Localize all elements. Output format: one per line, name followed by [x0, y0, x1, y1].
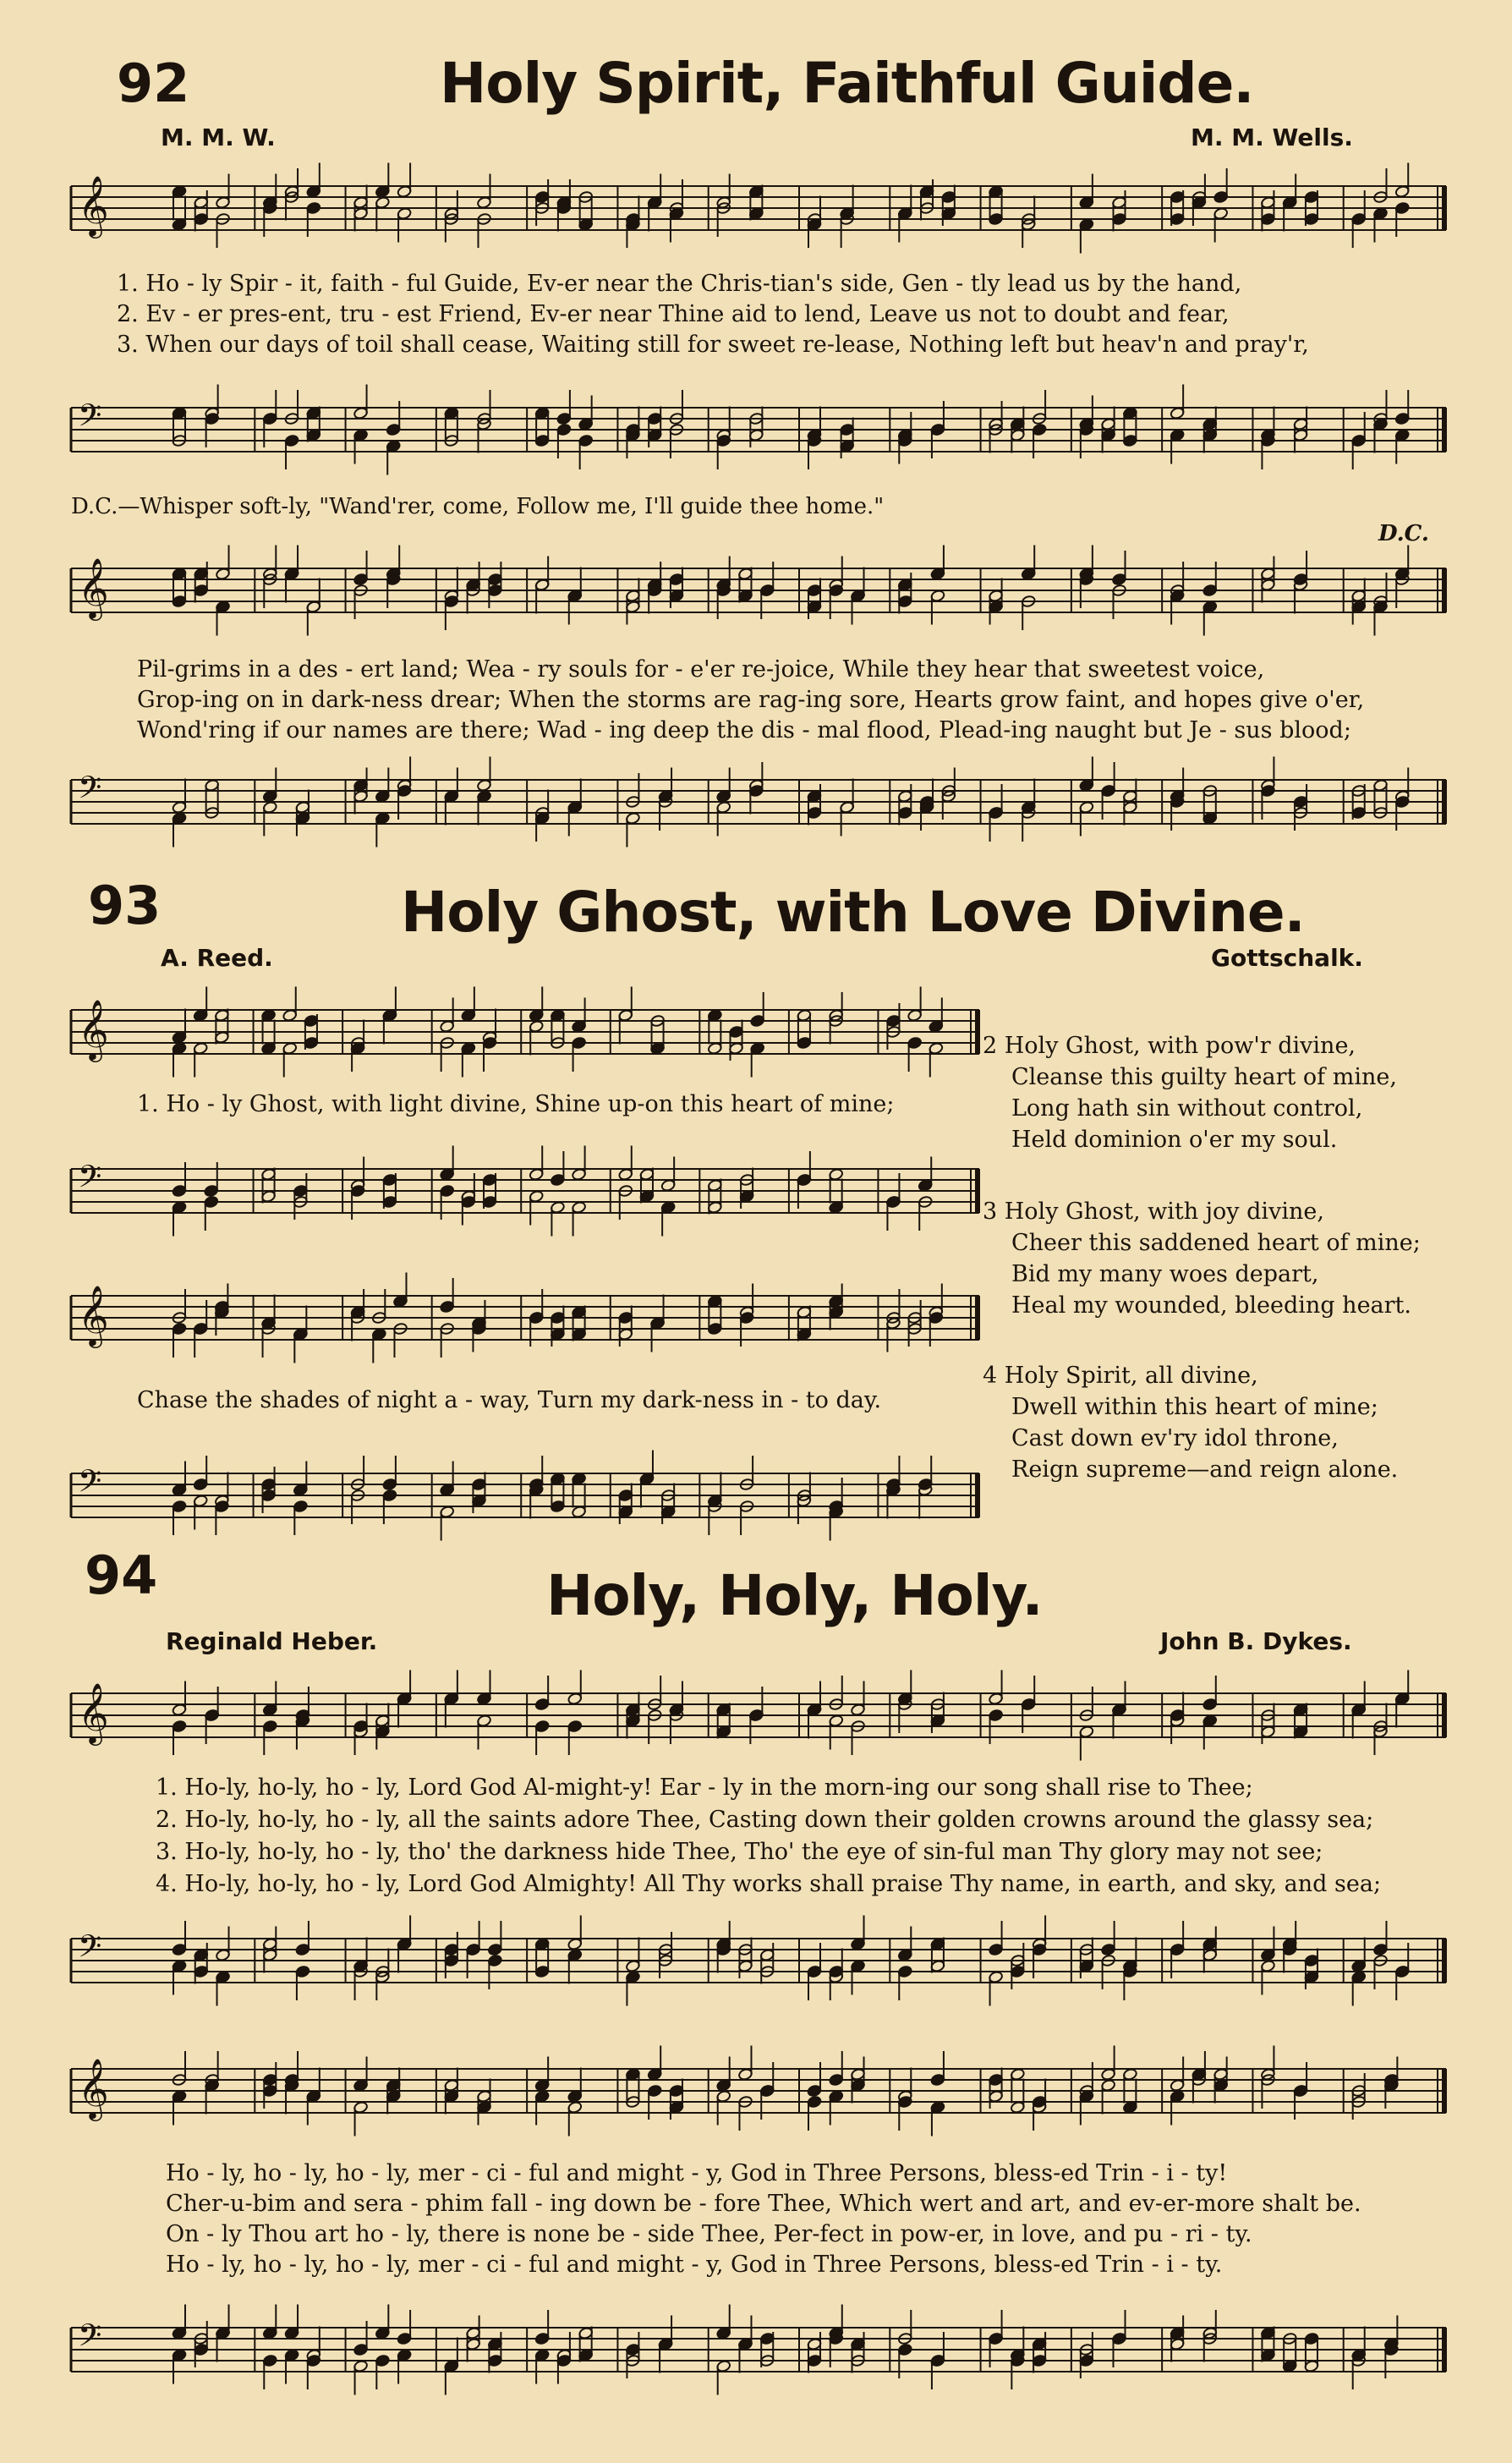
staff-treble — [71, 2050, 1446, 2135]
stanza — [983, 1196, 1421, 1321]
words-credit: A. Reed. — [161, 944, 273, 972]
stanza-line: Long hath sin without control, — [1011, 1095, 1363, 1122]
staff-treble — [71, 991, 979, 1076]
verse-line: Cher-u-bim and sera - phim fall - ing down be - fore Thee, Which wert and art, and ev-er-more shalt be. — [166, 2191, 1361, 2217]
stanza-line: Bid my many woes depart, — [1011, 1261, 1319, 1287]
stanza-line: Cleanse this guilty heart of mine, — [1011, 1064, 1397, 1090]
staff-bass — [71, 1455, 979, 1539]
verse-line: Wond'ring if our names are there; Wad - ing deep the dis - mal flood, Plead-ing naught but Je - sus blood; — [137, 717, 1351, 743]
treble-clef: 𝄞 — [78, 1284, 109, 1347]
staff-bass — [71, 1150, 979, 1235]
verse-line: 2. Ho-ly, ho-ly, ho - ly, all the saints adore Thee, Casting down their golden crowns around the glassy sea; — [156, 1807, 1374, 1833]
stanza-line: 4 Holy Spirit, all divine, — [983, 1363, 1258, 1389]
stanza-line: Heal my wounded, bleeding heart. — [1011, 1292, 1411, 1319]
verse-line: 2. Ev - er pres-ent, tru - est Friend, Ev-er near Thine aid to lend, Leave us not to doubt and fear, — [117, 301, 1230, 327]
hymn-number: 94 — [85, 1544, 158, 1606]
verse-line: Chase the shades of night a - way, Turn my dark-ness in - to day. — [137, 1387, 882, 1413]
words-credit: Reginald Heber. — [166, 1627, 378, 1655]
hymn-title: Holy Spirit, Faithful Guide. — [440, 51, 1254, 116]
dc-line: D.C.—Whisper soft-ly, "Wand'rer, come, Follow me, I'll guide thee home." — [71, 494, 885, 519]
verse-line: 3. Ho-ly, ho-ly, ho - ly, tho' the darkness hide Thee, Tho' the eye of sin-ful man Thy glory may not see; — [156, 1839, 1323, 1865]
stanza-line: Held dominion o'er my soul. — [1011, 1127, 1338, 1153]
music-credit: M. M. Wells. — [1191, 123, 1353, 151]
staff-treble — [71, 1277, 979, 1362]
verse-line: Pil-grims in a des - ert land; Wea - ry souls for - e'er re-joice, While they hear that sweetest voice, — [137, 656, 1265, 683]
stanza-line: Dwell within this heart of mine; — [1011, 1394, 1378, 1420]
treble-clef: 𝄞 — [78, 2057, 109, 2120]
verse-line: 4. Ho-ly, ho-ly, ho - ly, Lord God Almighty! All Thy works shall praise Thy name, in earth, and sky, and sea; — [156, 1871, 1382, 1897]
bass-clef: 𝄢 — [78, 1928, 102, 1972]
hymn-number: 93 — [88, 875, 162, 936]
hymn-number: 92 — [117, 52, 190, 114]
staff-treble — [71, 550, 1446, 634]
staff-bass — [71, 2309, 1446, 2394]
verse-line: 3. When our days of toil shall cease, Waiting still for sweet re-lease, Nothing left but heav'n and pray'r, — [117, 332, 1309, 358]
stanza-line: Reign supreme—and reign alone. — [1011, 1456, 1399, 1483]
stanza-line: 2 Holy Ghost, with pow'r divine, — [983, 1033, 1356, 1059]
verse-line: Grop-ing on in dark-ness drear; When the storms are rag-ing sore, Hearts grow faint, and hopes give o'er, — [137, 687, 1365, 713]
words-credit: M. M. W. — [161, 123, 276, 151]
bass-clef: 𝄢 — [78, 1463, 102, 1507]
staff-bass — [71, 1920, 1446, 2005]
verse-line: Ho - ly, ho - ly, ho - ly, mer - ci - ful and might - y, God in Three Persons, bless-ed Trin - i - ty! — [166, 2160, 1228, 2186]
verse-line: 1. Ho-ly, ho-ly, ho - ly, Lord God Al-might-y! Ear - ly in the morn-ing our song shall rise to Thee; — [156, 1775, 1253, 1801]
verse-line: 1. Ho - ly Spir - it, faith - ful Guide, Ev-er near the Chris-tian's side, Gen - tly lead us by the hand, — [117, 271, 1242, 297]
stanza-line: Cheer this saddened heart of mine; — [1011, 1230, 1421, 1256]
bass-clef: 𝄢 — [78, 2318, 102, 2362]
verse-line: 1. Ho - ly Ghost, with light divine, Shine up-on this heart of mine; — [137, 1091, 895, 1117]
dc-mark: D.C. — [1378, 521, 1429, 546]
stanza-line: Cast down ev'ry idol throne, — [1011, 1425, 1339, 1451]
bass-clef: 𝄢 — [78, 770, 102, 814]
treble-clef: 𝄞 — [78, 1681, 109, 1744]
stanza — [983, 1030, 1397, 1155]
treble-clef: 𝄞 — [78, 998, 109, 1061]
treble-clef: 𝄞 — [78, 174, 109, 237]
staff-bass — [71, 761, 1446, 846]
staff-bass — [71, 389, 1446, 474]
hymn-title: Holy Ghost, with Love Divine. — [401, 880, 1305, 945]
stanza-line: 3 Holy Ghost, with joy divine, — [983, 1199, 1324, 1225]
bass-clef: 𝄢 — [78, 1159, 102, 1203]
bass-clef: 𝄢 — [78, 398, 102, 442]
treble-clef: 𝄞 — [78, 557, 109, 619]
music-credit: John B. Dykes. — [1160, 1627, 1352, 1655]
staff-treble — [71, 167, 1446, 252]
hymn-title: Holy, Holy, Holy. — [546, 1563, 1043, 1628]
music-credit: Gottschalk. — [1211, 944, 1363, 972]
stanza — [983, 1360, 1398, 1485]
verse-line: Ho - ly, ho - ly, ho - ly, mer - ci - ful and might - y, God in Three Persons, bless-ed Trin - i - ty. — [166, 2252, 1223, 2278]
staff-treble — [71, 1675, 1446, 1759]
verse-line: On - ly Thou art ho - ly, there is none be - side Thee, Per-fect in pow-er, in love, and pu - ri - ty. — [166, 2221, 1252, 2247]
